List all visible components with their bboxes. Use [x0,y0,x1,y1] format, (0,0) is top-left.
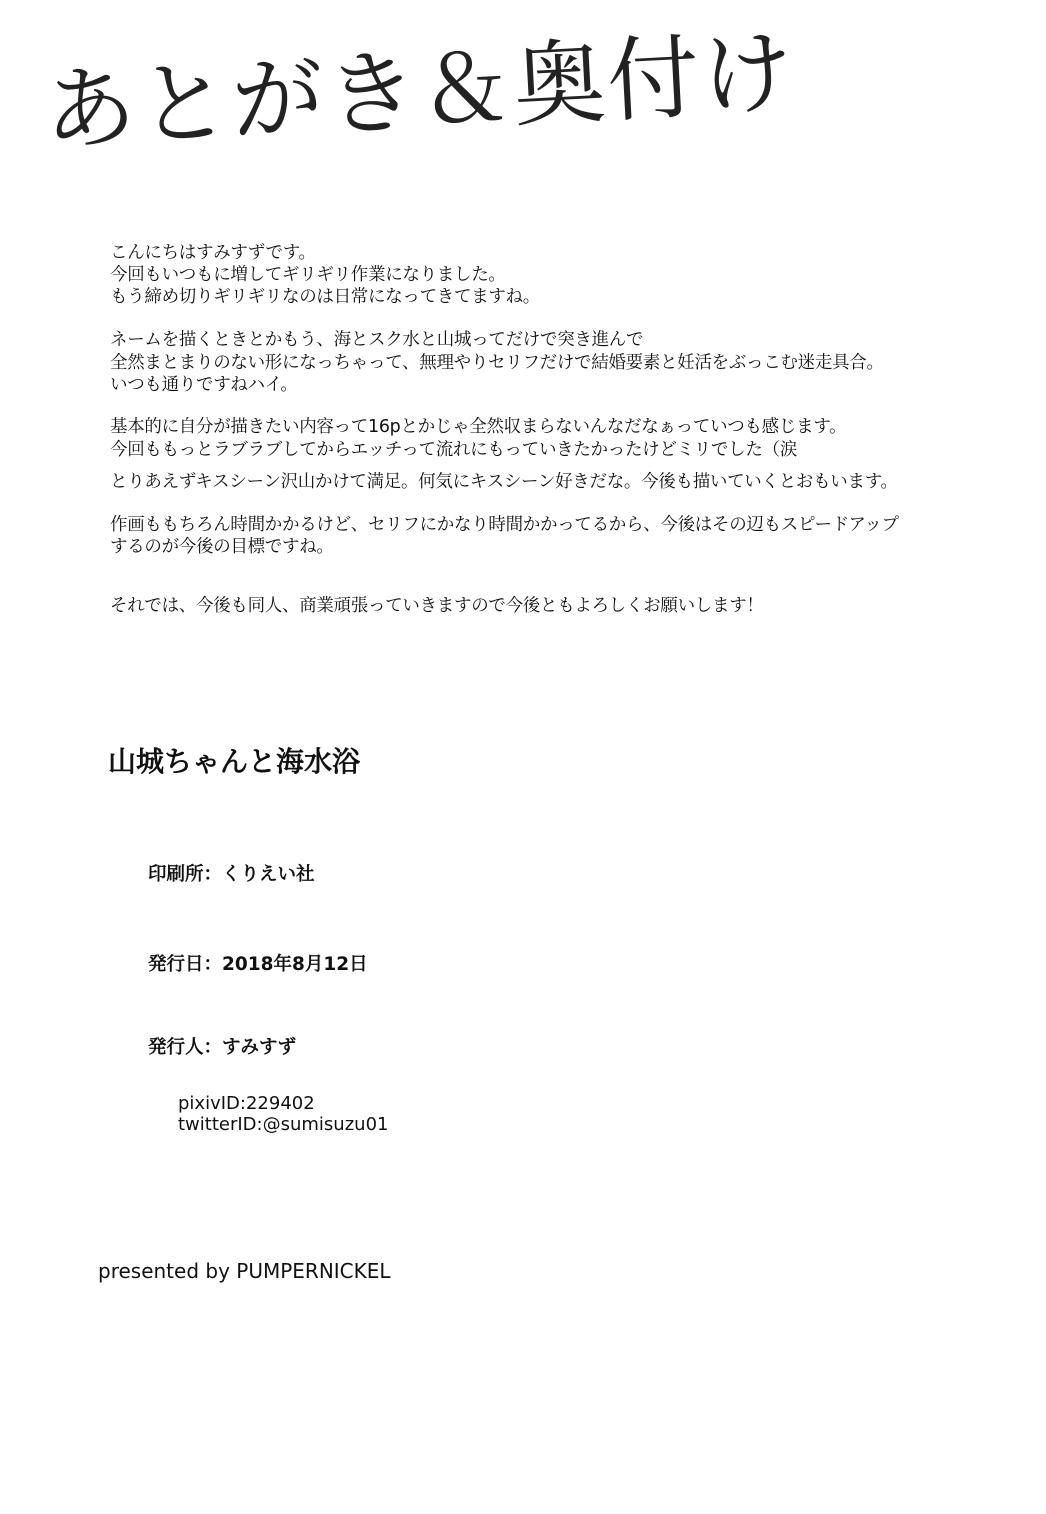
afterword-line: 基本的に自分が描きたい内容って16pとかじゃ全然収まらないんなだなぁっていつも感じます。 [110,417,847,437]
afterword-line: とりあえずキスシーン沢山かけて満足。何気にキスシーン好きだな。今後も描いていくとおもいます。 [110,472,898,492]
colophon-publisher: 発行人：すみすず [148,1037,297,1058]
afterword-line: 作画ももちろん時間かかるけど、セリフにかなり時間かかってるから、今後はその辺もスピードアップ [110,515,899,535]
colophon-printer: 印刷所：くりえい社 [148,864,315,885]
author-ids [178,1093,388,1135]
twitter-id: twitterID:@sumisuzu01 [178,1114,389,1135]
afterword-line: 今回もいつもに増してギリギリ作業になりました。 [110,265,506,285]
presented-by: presented by PUMPERNICKEL [98,1259,391,1283]
colophon-date: 発行日：2018年8月12日 [148,954,368,975]
page-heading: あとがき＆奥付け [41,18,798,165]
afterword-line: するのが今後の目標ですね。 [110,537,334,557]
afterword-line: いつも通りですねハイ。 [110,375,298,395]
afterword-line: こんにちはすみすずです。 [110,243,316,263]
afterword-line: もう締め切りギリギリなのは日常になってきてますね。 [110,287,540,307]
afterword-line: 今回ももっとラブラブしてからエッチって流れにもっていきたかったけどミリでした（涙 [110,440,797,460]
afterword-line: 全然まとまりのない形になっちゃって、無理やりセリフだけで結婚要素と妊活をぶっこむ迷走具合。 [110,353,884,373]
pixiv-id: pixivID:229402 [178,1093,315,1114]
afterword-closing: それでは、今後も同人、商業頑張っていきますので今後ともよろしくお願いします！ [110,596,764,616]
book-title: 山城ちゃんと海水浴 [108,745,361,778]
afterword-line: ネームを描くときとかもう、海とスク水と山城ってだけで突き進んで [110,330,644,350]
